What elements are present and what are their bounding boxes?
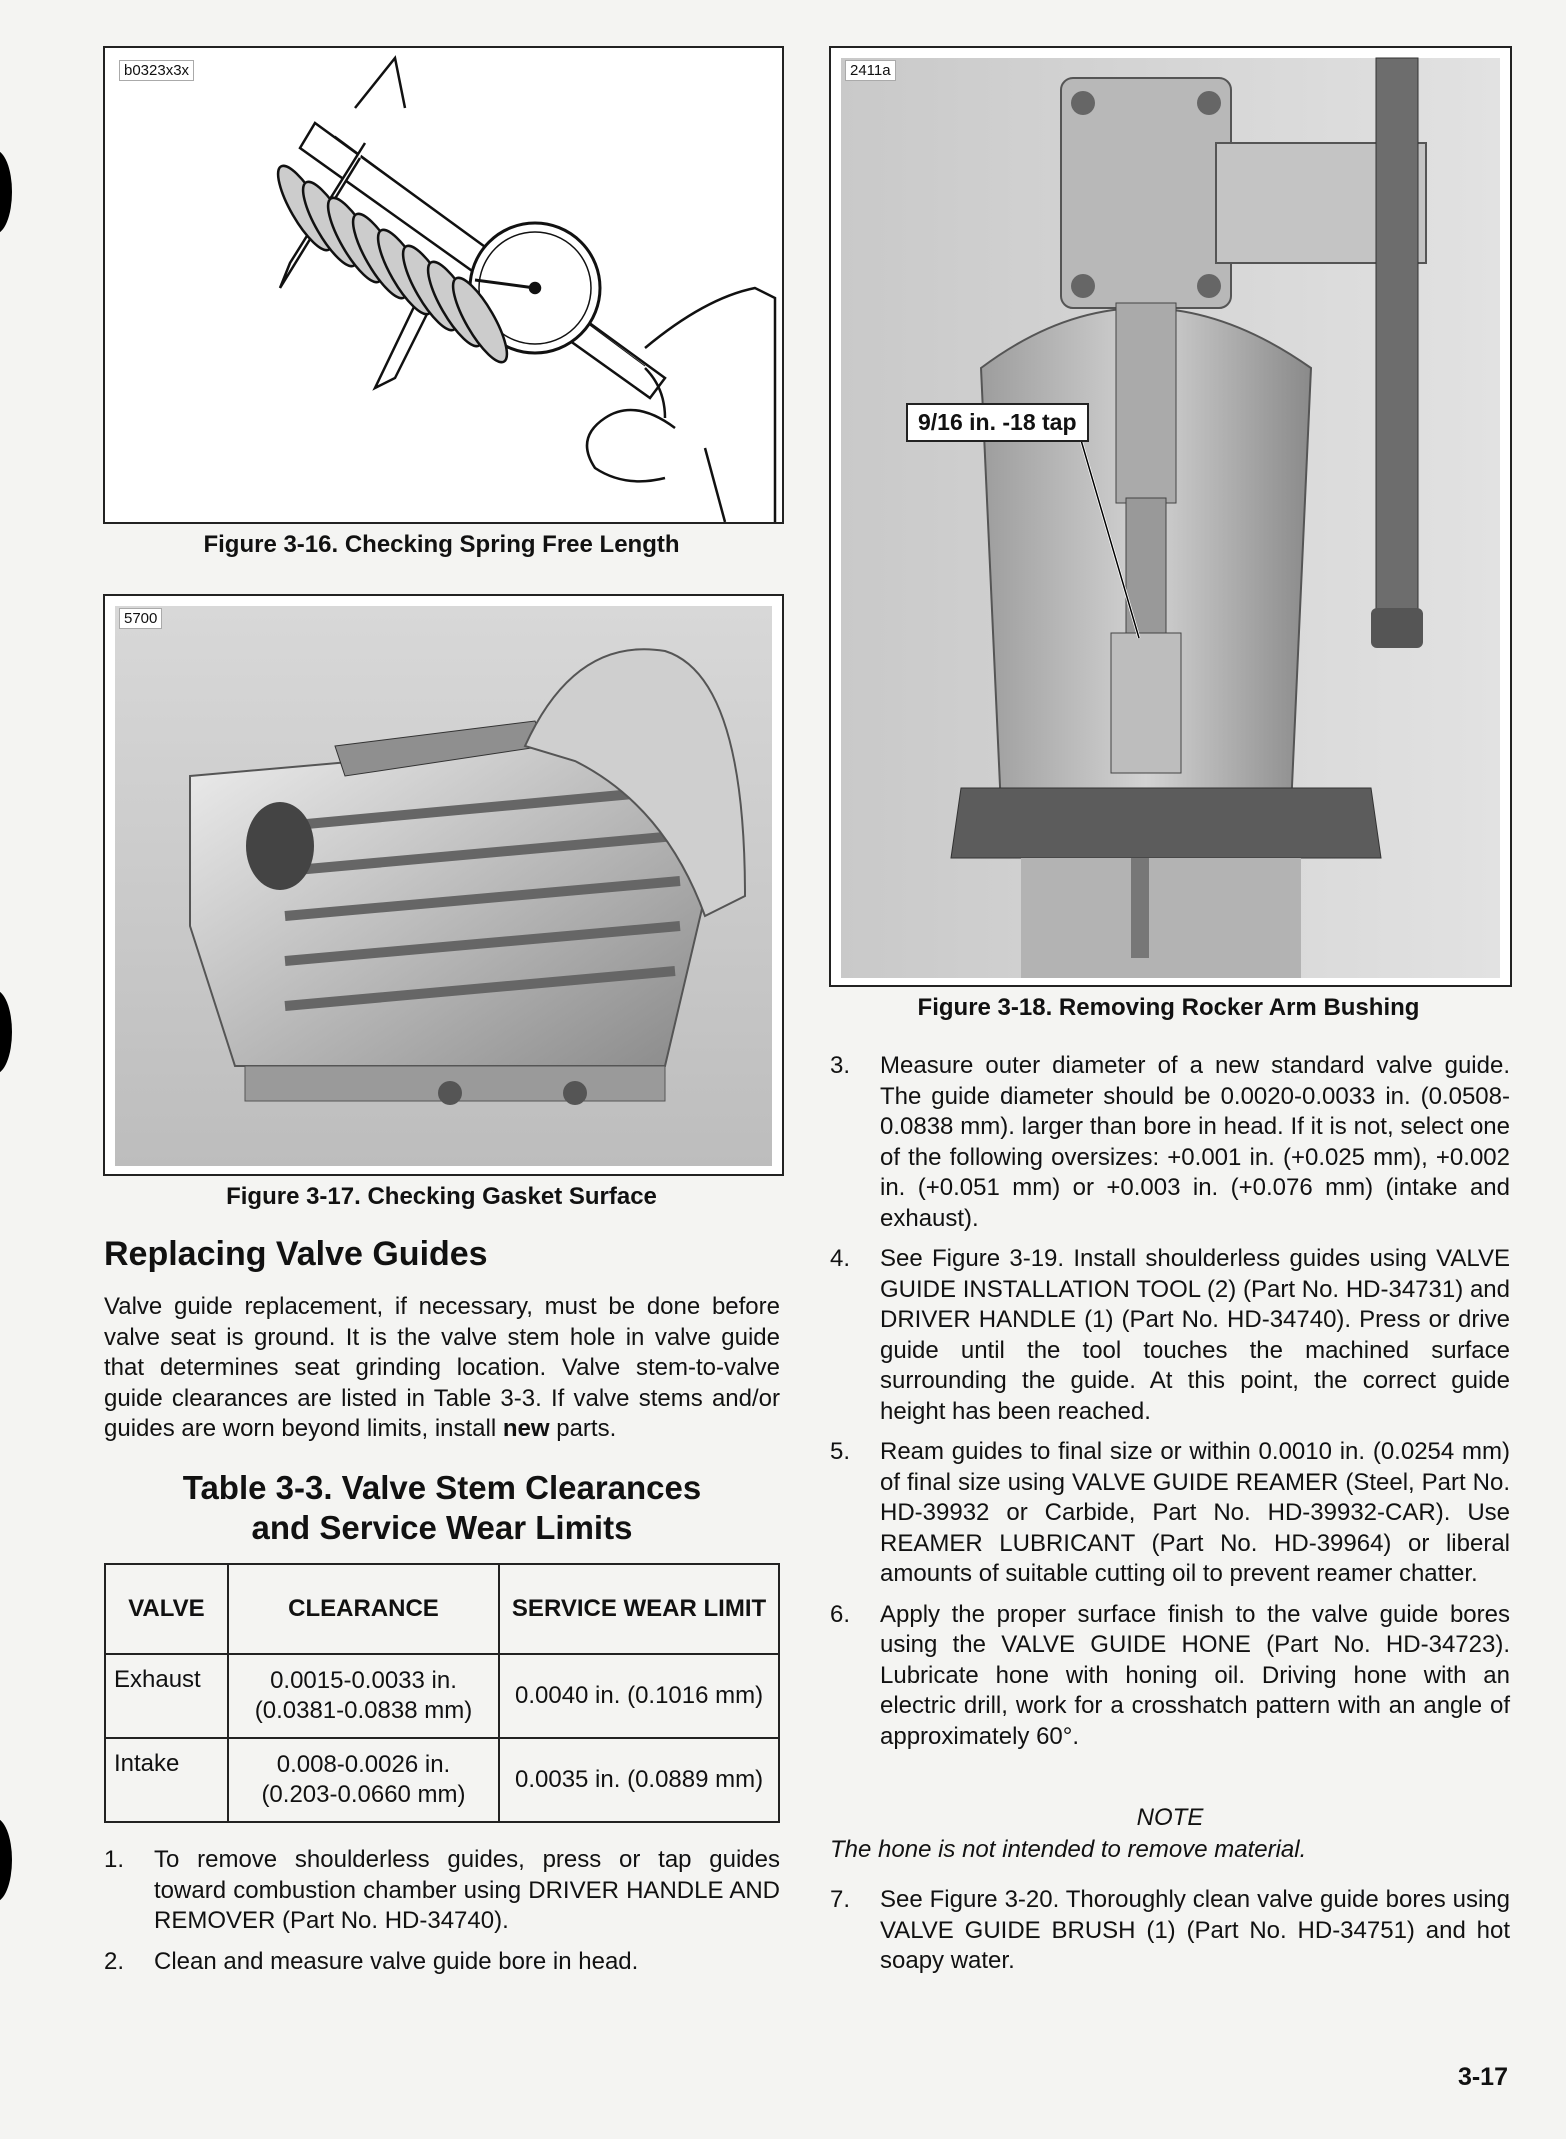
figure-3-18-photo xyxy=(829,46,1512,987)
table-title-line: Table 3-3. Valve Stem Clearances xyxy=(182,1469,702,1506)
list-item xyxy=(830,1244,1510,1427)
table-cell: 0.0015-0.0033 in. (0.0381-0.0838 mm) xyxy=(228,1654,499,1738)
table-cell: 0.0035 in. (0.0889 mm) xyxy=(499,1738,779,1822)
figure-3-17-photo xyxy=(103,594,784,1176)
step-text: To remove shoulderless guides, press or tap guides toward combustion chamber using DRIVER HANDLE AND REMOVER (Part No. HD-34740). xyxy=(154,1846,780,1934)
step-number: 6. xyxy=(830,1600,851,1628)
binder-hole xyxy=(0,990,12,1074)
step-number: 2. xyxy=(104,1947,125,1975)
table-title xyxy=(104,1468,780,1548)
step-number: 3. xyxy=(830,1052,851,1079)
step-text: See Figure 3-19. Install shoulderless guides using VALVE GUIDE INSTALLATION TOOL (2) (Part No. HD-34731) and DRIVER HANDLE (1) (Part No. HD-34740). Press or drive guide until the tool touches the machined surface surrounding the guide. At this point, the correct guide height has been reached. xyxy=(880,1245,1510,1425)
table-header: SERVICE WEAR LIMIT xyxy=(499,1564,779,1654)
binder-hole xyxy=(0,150,12,234)
figure-3-17-caption: Figure 3-17. Checking Gasket Surface xyxy=(226,1183,657,1210)
note-text: The hone is not intended to remove material. xyxy=(830,1836,1307,1863)
table-row xyxy=(105,1738,779,1822)
list-item xyxy=(104,1947,780,1978)
tap-size-callout: 9/16 in. -18 tap xyxy=(906,403,1089,442)
step-text: Clean and measure valve guide bore in head. xyxy=(154,1947,639,1975)
arbor-press-photo xyxy=(831,48,1510,985)
step-text: Ream guides to final size or within 0.0010 in. (0.0254 mm) of final size using VALVE GUIDE REAMER (Steel, Part No. HD-39932 or Carbide, Part No. HD-39932-CAR). Use REAMER LUBRICANT (Part No. HD-39964) or liberal amounts of suitable cutting oil to prevent reamer chatter. xyxy=(880,1438,1510,1587)
intro-text: Valve guide replacement, if necessary, must be done before valve seat is ground. It is the valve stem hole in valve guide that determines seat grinding location. Valve stem-to-valve guide clearances are listed in Table 3-3. If valve stems and/or guides are worn beyond limits, install xyxy=(104,1293,780,1442)
step-number: 1. xyxy=(104,1846,125,1873)
intro-bold-text: new xyxy=(502,1415,550,1442)
list-item xyxy=(830,1885,1510,1977)
table-header: VALVE xyxy=(105,1564,228,1654)
figure-3-18-caption: Figure 3-18. Removing Rocker Arm Bushing xyxy=(917,994,1420,1021)
table-title-line: and Service Wear Limits xyxy=(251,1509,633,1546)
step-text: Measure outer diameter of a new standard valve guide. The guide diameter should be 0.0020-0.0033 in. (0.0508-0.0838 mm). larger than bore in head. If it is not, select one of the following oversizes: +0.001 in. (+0.025 mm), +0.002 in. (+0.051 mm) or +0.003 in. (+0.076 mm) (intake and exhaust). xyxy=(880,1052,1510,1232)
steps-list-right xyxy=(830,1051,1510,1752)
step-number: 4. xyxy=(830,1245,851,1272)
list-item xyxy=(830,1051,1510,1234)
binder-hole xyxy=(0,1818,12,1902)
steps-list-left xyxy=(104,1845,780,1977)
table-cell: 0.008-0.0026 in. (0.203-0.0660 mm) xyxy=(228,1738,499,1822)
note-heading: NOTE xyxy=(1136,1804,1204,1831)
table-cell: Exhaust xyxy=(105,1654,228,1738)
step-text: See Figure 3-20. Thoroughly clean valve guide bores using VALVE GUIDE BRUSH (1) (Part No. HD-34751) and hot soapy water. xyxy=(880,1886,1510,1974)
section-intro-paragraph xyxy=(104,1292,780,1445)
list-item xyxy=(830,1437,1510,1590)
figure-3-16-illustration xyxy=(103,46,784,524)
step-text: Apply the proper surface finish to the valve guide bores using the VALVE GUIDE HONE (Part No. HD-34723). Lubricate hone with honing oil. Driving hone with an electric drill, work for a crosshatch pattern with an angle of approximately 60°. xyxy=(880,1600,1510,1750)
figure-id: b0323x3x xyxy=(119,60,194,81)
intro-text-end: parts. xyxy=(549,1415,617,1442)
section-title: Replacing Valve Guides xyxy=(104,1235,488,1273)
steps-list-right-after-note xyxy=(830,1885,1510,1977)
table-row xyxy=(105,1654,779,1738)
list-item xyxy=(830,1600,1510,1753)
step-number: 7. xyxy=(830,1886,851,1913)
caliper-spring-drawing xyxy=(105,48,782,522)
table-header: CLEARANCE xyxy=(228,1564,499,1654)
page-number: 3-17 xyxy=(1457,2063,1508,2091)
figure-id: 2411a xyxy=(845,60,896,81)
figure-id: 5700 xyxy=(119,608,162,629)
valve-clearance-table xyxy=(104,1563,780,1823)
figure-3-16-caption: Figure 3-16. Checking Spring Free Length xyxy=(203,531,680,558)
table-cell: Intake xyxy=(105,1738,228,1822)
step-number: 5. xyxy=(830,1438,851,1465)
table-header-row xyxy=(105,1564,779,1654)
list-item xyxy=(104,1845,780,1937)
table-cell: 0.0040 in. (0.1016 mm) xyxy=(499,1654,779,1738)
cylinder-head-photo xyxy=(105,596,782,1174)
